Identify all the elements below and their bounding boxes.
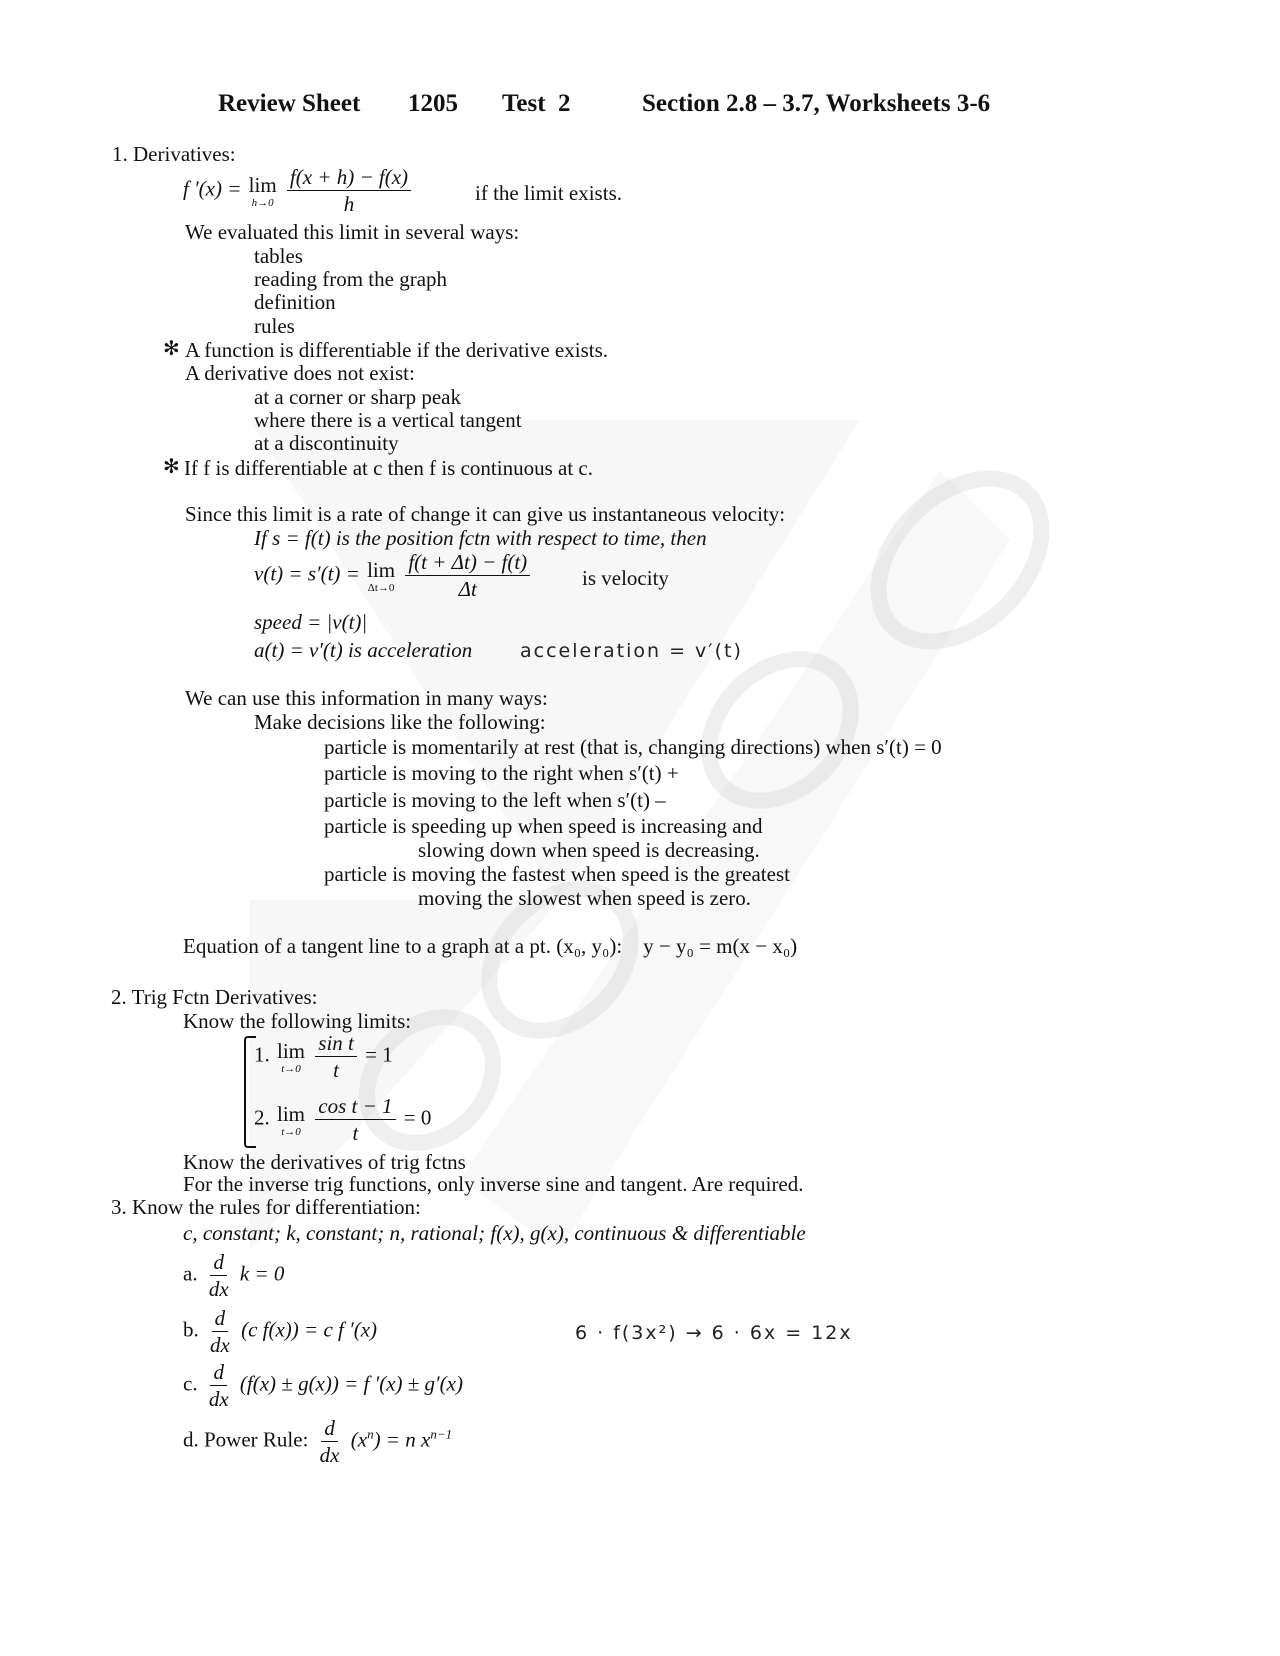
section-3-heading: 3. Know the rules for differentiation: (111, 1195, 421, 1219)
acceleration-formula: a(t) = v′(t) is acceleration (254, 638, 473, 662)
continuity-note: If f is differentiable at c then f is continuous at c. (184, 456, 593, 480)
limit-2-fraction (315, 1094, 395, 1145)
position-text: If s = f(t) is the position fctn with respect to time, then (254, 526, 707, 550)
derivative-definition (183, 165, 414, 216)
know-limits-text: Know the following limits: (183, 1009, 412, 1033)
ddx-numerator: d (321, 1416, 338, 1442)
rule-label: a. (183, 1261, 198, 1286)
evaluated-text: We evaluated this limit in several ways: (185, 220, 520, 244)
rule-c (183, 1360, 463, 1411)
limit-1-numerator: sin t (315, 1031, 357, 1057)
way-item: tables (254, 244, 303, 268)
rate-text: Since this limit is a rate of change it can give us instantaneous velocity: (185, 502, 786, 526)
limit-number: 2. (254, 1105, 270, 1130)
rule-label: b. (183, 1317, 199, 1342)
particle-rule: particle is moving to the right when s′(t) + (324, 761, 679, 785)
velocity-denominator: Δt (458, 577, 477, 602)
rule-c-body: (f(x) ± g(x)) = f ′(x) ± g′(x) (239, 1371, 463, 1396)
lim-word: lim (248, 172, 277, 197)
handwritten-example-note: 6 · f(3x²) → 6 · 6x = 12x (575, 1322, 853, 1344)
particle-rule: particle is moving the fastest when speed is the greatest (324, 862, 790, 886)
not-exist-heading: A derivative does not exist: (185, 361, 415, 385)
def-numerator: f(x + h) − f(x) (287, 165, 411, 191)
ddx-fraction (206, 1360, 232, 1411)
rule-a (183, 1250, 284, 1301)
velocity-lim (367, 558, 395, 594)
power-result: ) = n x (373, 1427, 431, 1452)
limit-2-lim (277, 1102, 305, 1138)
header-course: 1205 (408, 90, 458, 117)
constants-text: c, constant; k, constant; n, rational; f(x), g(x), continuous & differentiable (183, 1221, 806, 1245)
ddx-numerator: d (212, 1306, 229, 1332)
ddx-denominator: dx (208, 1277, 229, 1302)
handwritten-acceleration-note: acceleration = v′(t) (520, 640, 743, 662)
lim-word: lim (367, 557, 396, 582)
limit-1-fraction (315, 1031, 357, 1082)
power-base: (x (350, 1427, 368, 1452)
differentiable-note: A function is differentiable if the derivative exists. (185, 338, 608, 362)
tangent-line-equation: Equation of a tangent line to a graph at a pt. (x₀, y₀): y − y₀ = m(x − x₀) (183, 934, 798, 958)
rule-b (183, 1306, 377, 1357)
limit-2-result: = 0 (403, 1105, 432, 1130)
particle-rule: slowing down when speed is decreasing. (418, 838, 760, 862)
ddx-denominator: dx (210, 1333, 230, 1358)
power-result-exponent: n−1 (430, 1426, 453, 1442)
velocity-suffix: is velocity (582, 566, 669, 590)
star-mark-icon: ✻ (163, 454, 180, 478)
limit-2-numerator: cos t − 1 (315, 1094, 395, 1120)
case-item: at a discontinuity (254, 431, 399, 455)
ddx-fraction (207, 1306, 233, 1357)
header-test: Test 2 (502, 90, 571, 117)
lim-subscript: Δt→0 (367, 581, 395, 594)
rule-b-body: (c f(x)) = c f ′(x) (241, 1317, 378, 1342)
def-denominator: h (343, 192, 355, 217)
inverse-trig-note: For the inverse trig functions, only inverse sine and tangent. Are required. (183, 1172, 804, 1196)
decisions-text: Make decisions like the following: (254, 710, 546, 734)
speed-formula: speed = |v(t)| (254, 610, 368, 634)
rule-d-power-rule (183, 1416, 452, 1467)
lim-subscript: h→0 (251, 196, 274, 209)
star-mark-icon: ✻ (163, 336, 180, 360)
section-1-heading: 1. Derivatives: (112, 142, 236, 166)
ddx-fraction (206, 1250, 232, 1301)
ddx-denominator: dx (208, 1387, 229, 1412)
limit-1-denominator: t (333, 1058, 339, 1083)
limit-2 (254, 1094, 431, 1145)
power-exponent: n (367, 1426, 374, 1442)
lim-subscript: t→0 (281, 1125, 301, 1138)
def-condition: if the limit exists. (475, 181, 622, 205)
section-2-heading: 2. Trig Fctn Derivatives: (111, 985, 318, 1009)
limit-number: 1. (254, 1042, 270, 1067)
header-sections: Section 2.8 – 3.7, Worksheets 3-6 (642, 90, 991, 117)
way-item: rules (254, 314, 295, 338)
rule-label: d. Power Rule: (183, 1427, 309, 1452)
ddx-numerator: d (210, 1250, 227, 1276)
ddx-numerator: d (210, 1360, 227, 1386)
def-fraction (287, 165, 411, 216)
use-text: We can use this information in many ways: (185, 686, 548, 710)
way-item: reading from the graph (254, 267, 448, 291)
limit-2-denominator: t (352, 1121, 359, 1146)
velocity-fraction (405, 550, 530, 601)
case-item: at a corner or sharp peak (254, 385, 461, 409)
particle-rule: particle is moving to the left when s′(t) – (324, 788, 666, 812)
limit-1-lim (277, 1039, 305, 1075)
def-lim (249, 173, 277, 209)
particle-rule: particle is momentarily at rest (that is, changing directions) when s′(t) = 0 (324, 735, 942, 759)
limit-1-result: = 1 (365, 1042, 393, 1067)
case-item: where there is a vertical tangent (254, 408, 522, 432)
lim-word: lim (277, 1101, 306, 1126)
know-derivatives-text: Know the derivatives of trig fctns (183, 1150, 466, 1174)
rule-a-body: k = 0 (239, 1261, 285, 1286)
particle-rule: moving the slowest when speed is zero. (418, 886, 752, 910)
rule-label: c. (183, 1371, 198, 1396)
velocity-formula (254, 550, 533, 601)
def-lhs: f ′(x) = (183, 176, 242, 201)
velocity-numerator: f(t + Δt) − f(t) (405, 550, 530, 576)
way-item: definition (254, 290, 336, 314)
velocity-lhs: v(t) = s′(t) = (254, 561, 360, 586)
lim-word: lim (277, 1038, 306, 1063)
header-title: Review Sheet (218, 90, 361, 117)
ddx-denominator: dx (319, 1443, 340, 1468)
limit-1 (254, 1031, 393, 1082)
ddx-fraction (317, 1416, 343, 1467)
lim-subscript: t→0 (281, 1062, 301, 1075)
particle-rule: particle is speeding up when speed is increasing and (324, 814, 763, 838)
